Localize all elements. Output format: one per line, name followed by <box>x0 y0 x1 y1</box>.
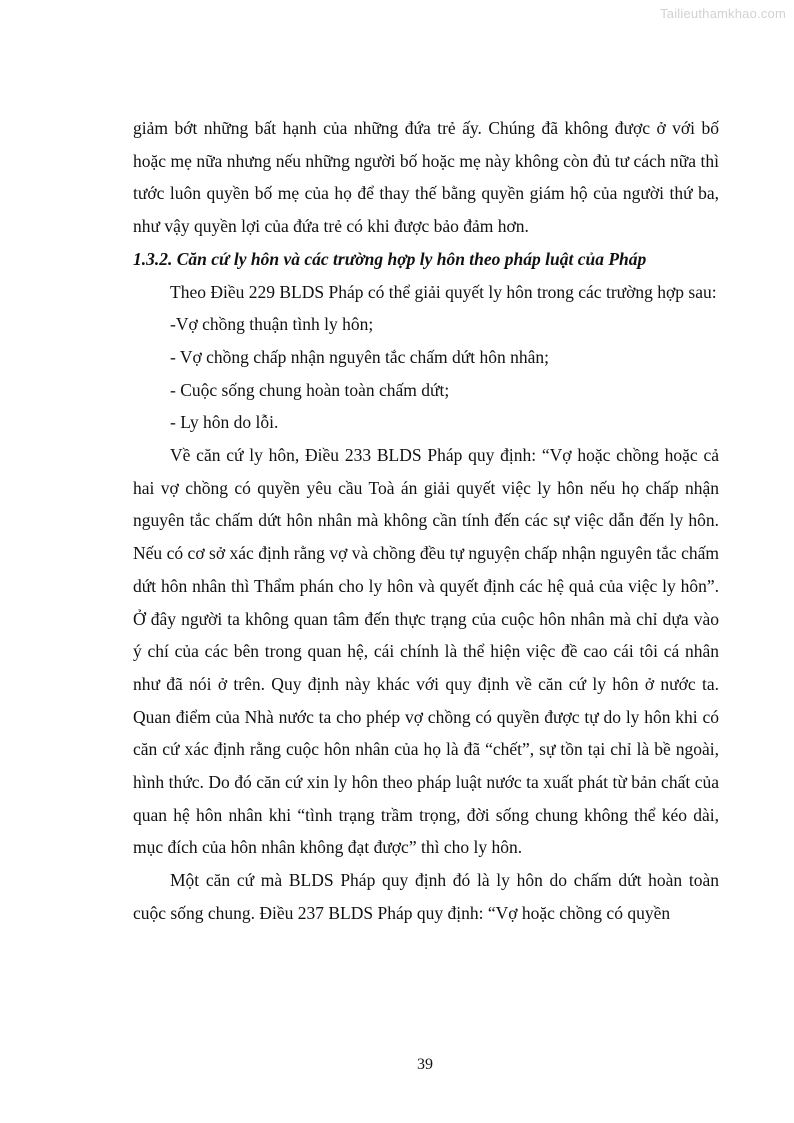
page-number: 39 <box>417 1056 433 1073</box>
paragraph: Một căn cứ mà BLDS Pháp quy định đó là ly hôn do chấm dứt hoàn toàn cuộc sống chung. Điều 237 BLDS Pháp quy định: “Vợ hoặc chồng có quyền <box>133 870 719 923</box>
watermark: Tailieuthamkhao.com <box>660 6 786 21</box>
list-item: -Vợ chồng thuận tình ly hôn; <box>170 314 374 335</box>
list-item: - Cuộc sống chung hoàn toàn chấm dứt; <box>170 379 450 400</box>
list-item: - Vợ chồng chấp nhận nguyên tắc chấm dứt hôn nhân; <box>170 346 550 367</box>
section-heading: 1.3.2. Căn cứ ly hôn và các trường hợp ly hôn theo pháp luật của Pháp <box>133 248 647 269</box>
page-body <box>133 112 719 930</box>
paragraph: Theo Điều 229 BLDS Pháp có thể giải quyết ly hôn trong các trường hợp sau: <box>170 281 717 302</box>
paragraph: Về căn cứ ly hôn, Điều 233 BLDS Pháp quy định: “Vợ hoặc chồng hoặc cả hai vợ chồng có quyền yêu cầu Toà án giải quyết việc ly hôn nếu họ chấp nhận nguyên tắc chấm dứt hôn nhân mà không cần tính đến các sự việc dẫn đến ly hôn. Nếu có cơ sở xác định rằng vợ và chồng đều tự nguyện chấp nhận nguyên tắc chấm dứt hôn nhân thì Thẩm phán cho ly hôn và quyết định các hệ quả của việc ly hôn”. Ở đây người ta không quan tâm đến thực trạng của cuộc hôn nhân mà chỉ dựa vào ý chí của các bên trong quan hệ, cái chính là thể hiện việc đề cao cái tôi cá nhân như đã nói ở trên. Quy định này khác với quy định về căn cứ ly hôn ở nước ta. Quan điểm của Nhà nước ta cho phép vợ chồng có quyền được tự do ly hôn khi có căn cứ xác định rằng cuộc hôn nhân của họ là đã “chết”, sự tồn tại chỉ là bề ngoài, hình thức. Do đó căn cứ xin ly hôn theo pháp luật nước ta xuất phát từ bản chất của quan hệ hôn nhân khi “tình trạng trầm trọng, đời sống chung không thể kéo dài, mục đích của hôn nhân không đạt được” thì cho ly hôn. <box>133 445 719 858</box>
list-item: - Ly hôn do lỗi. <box>170 412 279 433</box>
paragraph: giảm bớt những bất hạnh của những đứa trẻ ấy. Chúng đã không được ở với bố hoặc mẹ nữa nhưng nếu những người bố hoặc mẹ này không còn đủ tư cách nữa thì tước luôn quyền bố mẹ của họ để thay thế bằng quyền giám hộ của người thứ ba, như vậy quyền lợi của đứa trẻ có khi được bảo đảm hơn. <box>133 118 719 237</box>
